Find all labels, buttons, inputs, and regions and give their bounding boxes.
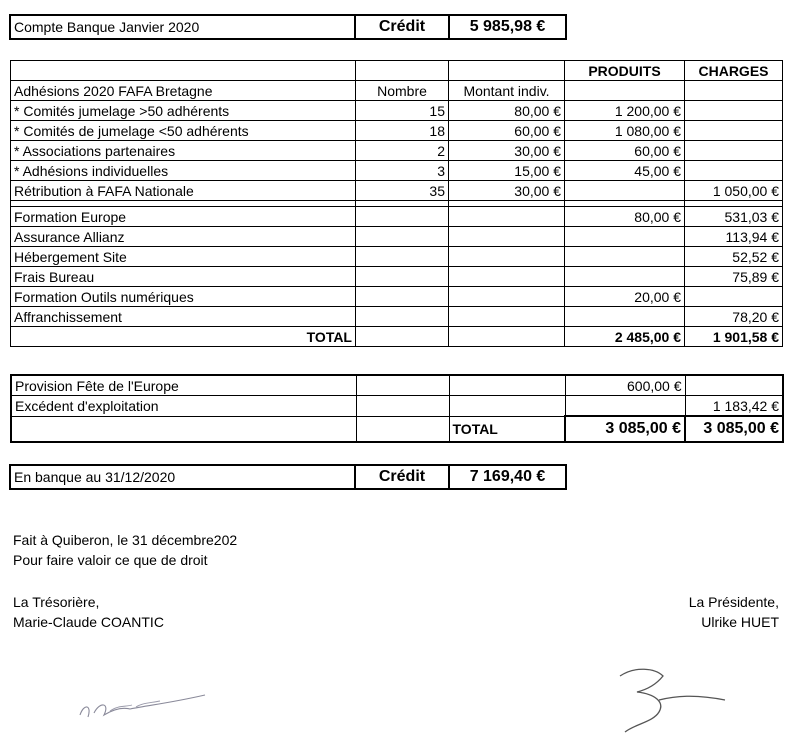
treasurer-signature [70, 685, 220, 725]
grand-total-row [11, 416, 783, 442]
col-produits-header: PRODUITS [565, 61, 685, 81]
table-row: * Comités jumelage >50 adhérents 15 80,00 € 1 200,00 € [11, 101, 783, 121]
total-row [11, 327, 783, 347]
table-row: Provision Fête de l'Europe 600,00 € [11, 375, 783, 396]
treasurer-title: La Trésorière, [13, 594, 100, 610]
table-row: Frais Bureau 75,89 € [11, 267, 783, 287]
grand-total-charges: 3 085,00 € [685, 416, 783, 442]
header-credit-label: Crédit [355, 15, 449, 39]
section-title: Adhésions 2020 FAFA Bretagne [11, 81, 356, 101]
total-produits: 2 485,00 € [565, 327, 685, 347]
president-title: La Présidente, [688, 594, 779, 610]
total-charges: 1 901,58 € [685, 327, 783, 347]
grand-total-label: TOTAL [449, 416, 565, 442]
table-header-row [11, 61, 783, 81]
table-row: Formation Outils numériques 20,00 € [11, 287, 783, 307]
col-charges-header: CHARGES [685, 61, 783, 81]
section-title-row [11, 81, 783, 101]
footer-label: En banque au 31/12/2020 [10, 465, 355, 489]
president-signature [585, 662, 735, 737]
header-balance-box [9, 14, 567, 40]
header-amount: 5 985,98 € [449, 15, 566, 39]
header-label: Compte Banque Janvier 2020 [10, 15, 355, 39]
grand-total-produits: 3 085,00 € [565, 416, 685, 442]
footer-credit-label: Crédit [355, 465, 449, 489]
closing-line-1: Fait à Quiberon, le 31 décembre202 [13, 532, 238, 548]
table-row: Rétribution à FAFA Nationale 35 30,00 € 1 050,00 € [11, 181, 783, 201]
president-name: Ulrike HUET [701, 614, 779, 630]
table-row: * Adhésions individuelles 3 15,00 € 45,00 € [11, 161, 783, 181]
footer-amount: 7 169,40 € [449, 465, 566, 489]
table-row: * Comités de jumelage <50 adhérents 18 60,00 € 1 080,00 € [11, 121, 783, 141]
col-montant-header: Montant indiv. [449, 81, 565, 101]
summary-table [10, 374, 784, 443]
table-row: Excédent d'exploitation 1 183,42 € [11, 396, 783, 417]
col-nombre-header: Nombre [356, 81, 449, 101]
main-accounts-table [10, 60, 783, 347]
table-row: Formation Europe 80,00 € 531,03 € [11, 207, 783, 227]
table-row: * Associations partenaires 2 30,00 € 60,00 € [11, 141, 783, 161]
treasurer-name: Marie-Claude COANTIC [13, 614, 164, 630]
total-label: TOTAL [11, 327, 356, 347]
table-row: Affranchissement 78,20 € [11, 307, 783, 327]
closing-line-2: Pour faire valoir ce que de droit [13, 552, 208, 568]
table-row: Hébergement Site 52,52 € [11, 247, 783, 267]
table-row: Assurance Allianz 113,94 € [11, 227, 783, 247]
footer-balance-box [9, 464, 567, 490]
